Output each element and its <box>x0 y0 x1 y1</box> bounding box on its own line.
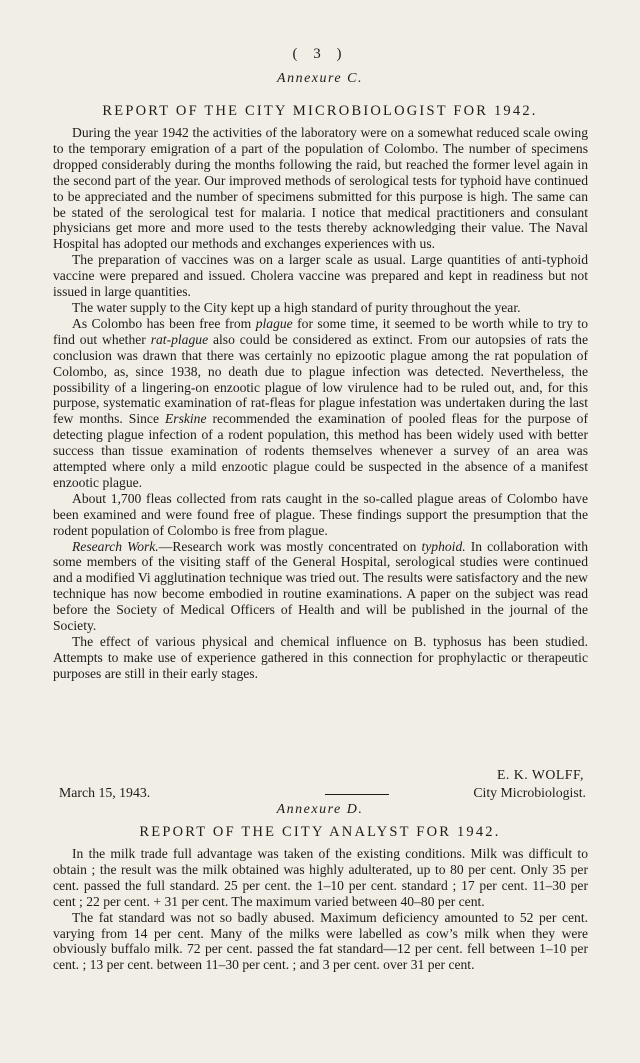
research-lead: Research Work. <box>72 538 159 554</box>
plague-italic-3: Erskine <box>164 411 207 427</box>
research-text-1: —Research work was mostly concentrated on <box>158 538 422 554</box>
page-number: ( 3 ) <box>292 46 348 62</box>
annexure-d-title: REPORT OF THE CITY ANALYST FOR 1942. <box>139 824 501 840</box>
paragraph-fat-standard: The fat standard was not so badly abused. Maximum deficiency amounted to 52 per cent. varying from 14 per cent. Many of the milks were labelled as cow’s milk when they were obviously buffalo milk. 72 per cent. passed the fat standard—12 per cent. fell between 1–10 per cent. ; 13 per cent. between 11–30 per cent. ; and 3 per cent. over 31 per cent. <box>53 909 588 973</box>
paragraph-milk-trade: In the milk trade full advantage was taken of the existing conditions. Milk was difficult to obtain ; the result was the milk obtained was highly adulterated, up to 80 per cent. Only 35 per cent. passed the full standard. 25 per cent. the 1–10 per cent. standard ; 17 per cent. 11–30 per cent ; 22 per cent. + 31 per cent. The maximum varied between 40–80 per cent. <box>53 846 588 909</box>
plague-italic-1: plague <box>255 315 293 331</box>
plague-italic-2: rat-plague <box>150 331 209 347</box>
analyst-report-body <box>53 846 588 973</box>
paragraph-water-supply: The water supply to the City kept up a high standard of purity throughout the year. <box>72 299 521 315</box>
paragraph-fleas: About 1,700 fleas collected from rats caught in the so-called plague areas of Colombo have been examined and were found free of plague. These findings support the presumption that the rodent population of Colombo is free from plague. <box>53 490 588 538</box>
research-text-2: In collaboration with some members of the visiting staff of the General Hospital, serological studies were continued and a modified Vi agglutination technique was tried out. The results were satisfactory and the new technique has now become embodied in routine examinations. A paper on the subject was read before the Society of Medical Officers of Health and will be published in the journal of the Society. <box>53 538 588 634</box>
annexure-c-title: REPORT OF THE CITY MICROBIOLOGIST FOR 1942. <box>102 103 538 119</box>
signature-date: March 15, 1943. <box>59 785 151 800</box>
annexure-c-label: Annexure C. <box>277 71 363 86</box>
paragraph-plague <box>53 316 588 491</box>
plague-text-4: recommended the examination of pooled fleas for the purpose of detecting plague infection of a rodent population, this method has been widely used with better success than tissue examination of rodents themselves whenever a survey of an area was attempted where only a mild enzootic plague could be suspected in the absence of a manifest enzootic plague. <box>53 411 588 490</box>
microbiologist-report-body <box>53 125 588 682</box>
paragraph-effect: The effect of various physical and chemical influence on B. typhosus has been studied. Attempts to make use of experience gathered in this connection for prophylactic or therapeutic purposes are still in their early stages. <box>53 634 588 681</box>
plague-text-1: As Colombo has been free from <box>72 315 256 331</box>
separator-rule <box>325 794 389 795</box>
paragraph-laboratory-activities: During the year 1942 the activities of the laboratory were on a somewhat reduced scale owing to the temporary emigration of a part of the population of Colombo. The number of specimens dropped considerably during the months following the raid, but reached the former level again in the second part of the year. Our improved methods of serological tests for typhoid have continued to be appreciated and the number of specimens submitted for this purpose is high. The same can be stated of the serological test for malaria. I notice that medical practitioners and consulant physicians get more and more used to the tests thereby acknowledging their value. The Naval Hospital has adopted our methods and exchanges experiences with us. <box>53 125 588 252</box>
signature-title: City Microbiologist. <box>473 785 586 800</box>
signature-name: E. K. WOLFF, <box>496 767 584 782</box>
paragraph-research <box>53 539 588 634</box>
plague-text-2: for some time, it seemed to be worth while to try to find out whether <box>53 315 588 347</box>
annexure-d-label: Annexure D. <box>276 802 364 817</box>
plague-text-3: also could be considered as extinct. From our autopsies of rats the conclusion was drawn that there was certainly no epizootic plague among the rat population of Colombo, as, since 1938, no death due to plague infection was detected. Nevertheless, the possibility of a lingering-on enzootic plague of low virulence had to be ruled out, and, for this purpose, systematic examination of rat-fleas for plague infestation was undertaken during the last few months. Since <box>53 331 588 427</box>
paragraph-vaccines: The preparation of vaccines was on a larger scale as usual. Large quantities of anti-typhoid vaccine were prepared and issued. Cholera vaccine was prepared and kept in readiness but not issued in large quantities. <box>53 252 588 300</box>
research-italic-1: typhoid. <box>421 538 466 554</box>
